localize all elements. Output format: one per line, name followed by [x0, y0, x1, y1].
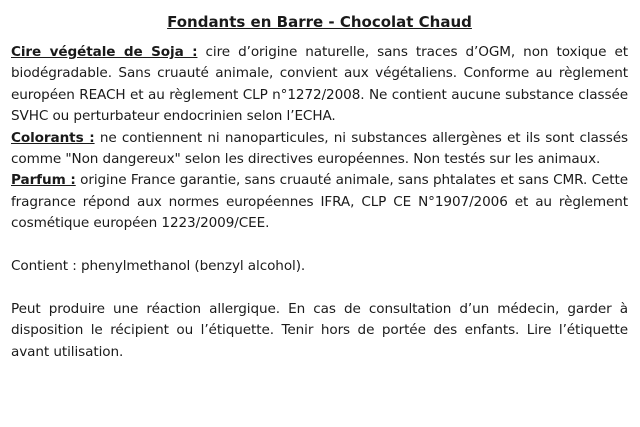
- product-info-document: [11, 12, 628, 363]
- contains-statement: Contient : phenylmethanol (benzyl alcohol).: [11, 258, 306, 275]
- soy-wax-paragraph: [11, 42, 628, 128]
- colorants-label: Colorants :: [11, 129, 95, 146]
- fragrance-paragraph: [11, 170, 628, 234]
- page-title: Fondants en Barre - Chocolat Chaud: [167, 13, 472, 31]
- spacer: [11, 235, 628, 256]
- spacer: [11, 277, 628, 298]
- fragrance-text: origine France garantie, sans cruauté animale, sans phtalates et sans CMR. Cette fragrance répond aux normes européennes IFRA, CLP CE N°1907/2006 et au règlement cosmétique européen 1223/2009/CEE.: [11, 172, 628, 232]
- allergy-warning: Peut produire une réaction allergique. En cas de consultation d’un médecin, garder à disposition le récipient ou l’étiquette. Tenir hors de portée des enfants. Lire l’étiquette avant utilisation.: [11, 300, 628, 360]
- colorants-paragraph: [11, 128, 628, 171]
- soy-wax-text: cire d’origine naturelle, sans traces d’OGM, non toxique et biodégradable. Sans cruauté animale, convient aux végétaliens. Conforme au règlement européen REACH et au règlement CLP n°1272/2008. Ne contient aucune substance classée SVHC ou perturbateur endocrinien selon l’ECHA.: [11, 44, 628, 125]
- fragrance-label: Parfum :: [11, 172, 76, 189]
- colorants-text: ne contiennent ni nanoparticules, ni substances allergènes et ils sont classés comme "Non dangereux" selon les directives européennes. Non testés sur les animaux.: [11, 129, 628, 168]
- soy-wax-label: Cire végétale de Soja :: [11, 44, 198, 60]
